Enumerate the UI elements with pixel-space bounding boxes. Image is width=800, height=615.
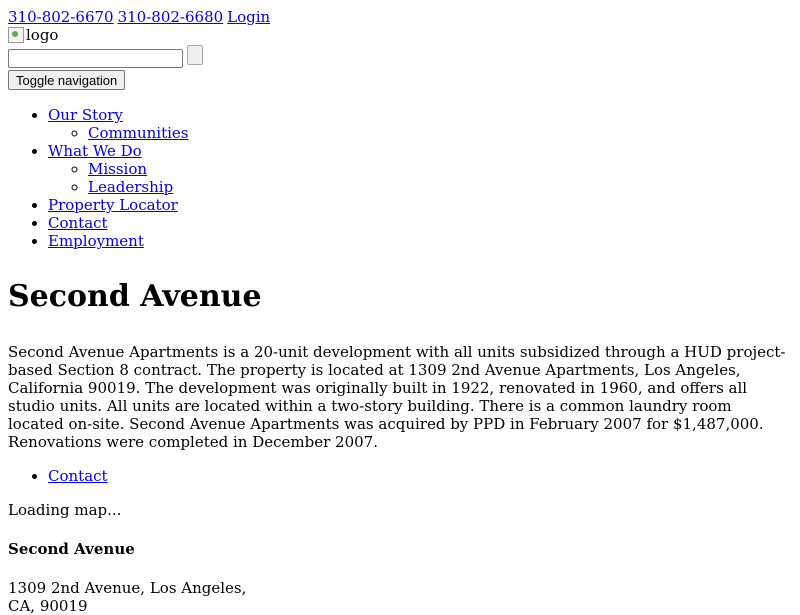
nav-item-our-story	[48, 106, 792, 142]
phone-link-1[interactable]: 310-802-6670	[8, 8, 114, 26]
nav-link-mission[interactable]: Mission	[88, 160, 148, 178]
submenu-what-we-do	[48, 160, 792, 196]
property-action-item	[48, 467, 792, 485]
logo[interactable]	[8, 26, 792, 44]
nav-link-contact[interactable]: Contact	[48, 214, 108, 232]
map-loading-status: Loading map...	[8, 501, 122, 519]
login-link[interactable]: Login	[227, 8, 271, 26]
search-form	[8, 44, 792, 70]
nav-item-communities	[88, 124, 792, 142]
nav-item-property-locator	[48, 196, 792, 214]
property-description: Second Avenue Apartments is a 20-unit development with all units subsidized through a HUD project-based Section 8 contract. The property is located at 1309 2nd Avenue Apartments, Los Angeles, California 90019. The development was originally built in 1922, renovated in 1960, and offers all studio units. All units are located within a two-story building. There is a common laundry room located on-site. Second Avenue Apartments was acquired by PPD in February 2007 for $1,487,000. Renovations were completed in December 2007.	[8, 343, 786, 451]
logo-image[interactable]	[8, 27, 58, 43]
nav-item-mission	[88, 160, 792, 178]
logo-alt-text: logo	[26, 26, 59, 44]
top-bar	[8, 8, 792, 26]
nav-link-communities[interactable]: Communities	[88, 124, 189, 142]
main-nav	[8, 106, 792, 250]
nav-link-property-locator[interactable]: Property Locator	[48, 196, 178, 214]
search-input[interactable]	[8, 49, 183, 68]
nav-link-leadership[interactable]: Leadership	[88, 178, 174, 196]
nav-item-what-we-do	[48, 142, 792, 196]
address-block	[8, 579, 792, 615]
address-name: Second Avenue	[8, 540, 135, 558]
address-line-1: 1309 2nd Avenue, Los Angeles,	[8, 579, 247, 597]
property-contact-link[interactable]: Contact	[48, 467, 108, 485]
nav-item-employment	[48, 232, 792, 250]
nav-link-what-we-do[interactable]: What We Do	[48, 142, 142, 160]
phone-link-2[interactable]: 310-802-6680	[117, 8, 224, 26]
broken-image-icon	[8, 27, 24, 43]
address-line-2: CA, 90019	[8, 597, 88, 615]
page-title: Second Avenue	[8, 279, 262, 314]
search-button[interactable]	[187, 45, 203, 65]
nav-link-our-story[interactable]: Our Story	[48, 106, 123, 124]
nav-item-leadership	[88, 178, 792, 196]
nav-link-employment[interactable]: Employment	[48, 232, 144, 250]
property-actions	[8, 467, 792, 485]
submenu-our-story	[48, 124, 792, 142]
nav-item-contact	[48, 214, 792, 232]
toggle-navigation-button[interactable]: Toggle navigation	[8, 70, 125, 90]
